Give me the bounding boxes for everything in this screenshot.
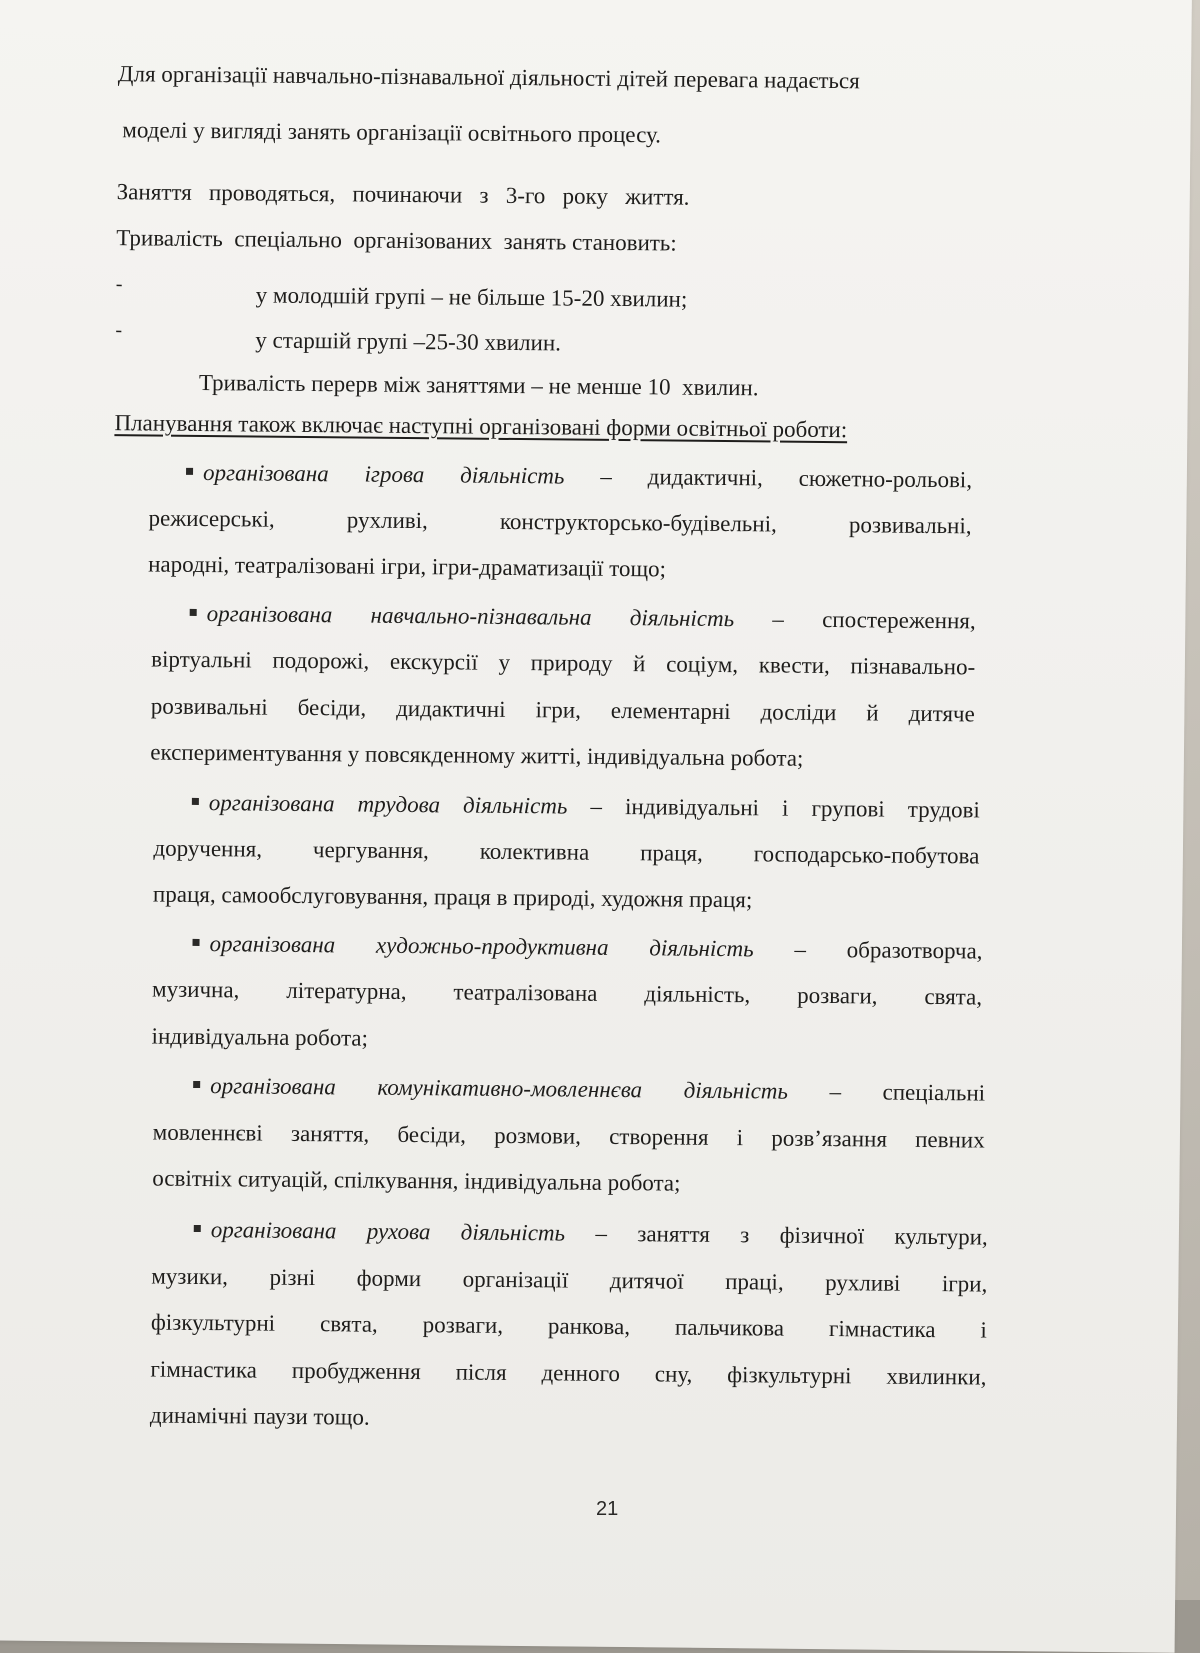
form-item-6 <box>194 1218 988 1249</box>
form-description: – спеціальні <box>787 1078 986 1106</box>
form-item-4-line-2: музична, літературна, театралізована діяльність, розваги, свята, <box>151 976 983 1010</box>
bullet-icon <box>186 468 193 475</box>
form-item-5 <box>193 1074 985 1105</box>
duration-intro-text: Тривалість спеціально організованих занять становить: <box>116 225 677 256</box>
form-item-5-line-2: мовленнєві заняття, бесіди, розмови, створення і розв’язання певних <box>152 1119 985 1153</box>
bullet-icon <box>190 609 197 616</box>
form-item-6-line-4: гімнастика пробудження після денного сну, фізкультурні хвилинки, <box>150 1356 987 1390</box>
form-term: організована рухова діяльність <box>210 1217 566 1246</box>
form-item-3-line-2: доручення, чергування, колективна праця, господарсько-побутова <box>153 835 980 869</box>
form-item-2-line-4: експериментування у повсякденному житті, індивідуальна робота; <box>150 739 804 771</box>
paragraph-1-line-2: моделі у вигляді занять організації освітнього процесу. <box>122 117 662 148</box>
planning-heading: Планування також включає наступні організовані форми освітньої роботи: <box>114 410 848 443</box>
form-item-3-line-3: праця, самообслуговування, праця в природі, художня праця; <box>152 881 753 913</box>
form-term: організована художньо-продуктивна діяльність <box>209 931 754 962</box>
form-item-2-line-2: віртуальні подорожі, екскурсії у природу й соціум, квести, пізнавально- <box>151 646 976 680</box>
classes-start-text: Заняття проводяться, починаючи з 3-го року життя. <box>116 179 690 210</box>
form-item-2-line-3: розвивальні бесіди, дидактичні ігри, елементарні досліди й дитяче <box>150 693 975 727</box>
form-description: – спостереження, <box>734 606 976 634</box>
form-term: організована комунікативно-мовленнєва діяльність <box>210 1073 789 1104</box>
form-item-1-line-2: режисерські, рухливі, конструкторсько-будівельні, розвивальні, <box>148 505 972 539</box>
form-term: організована навчально-пізнавальна діяльність <box>206 601 735 632</box>
form-item-5-line-3: освітніх ситуацій, спілкування, індивідуальна робота; <box>152 1165 681 1196</box>
junior-group-duration: у молодшій групі – не більше 15-20 хвилин; <box>255 282 688 312</box>
form-description: – образотворча, <box>753 936 983 964</box>
page-number: 21 <box>596 1498 619 1520</box>
form-description: – заняття з фізичної культури, <box>564 1220 988 1250</box>
form-item-6-line-2: музики, різні форми організації дитячої праці, рухливі ігри, <box>151 1263 988 1297</box>
bullet-icon <box>192 939 199 946</box>
form-item-3 <box>192 791 980 822</box>
form-item-1 <box>186 461 972 492</box>
form-item-2 <box>190 602 976 633</box>
form-item-6-line-3: фізкультурні свята, розваги, ранкова, пальчикова гімнастика і <box>150 1309 987 1343</box>
form-term: організована ігрова діяльність <box>202 460 565 489</box>
form-term: організована трудова діяльність <box>208 790 568 819</box>
form-description: – дидактичні, сюжетно-рольові, <box>564 463 973 493</box>
bullet-icon <box>192 798 199 805</box>
form-item-6-line-5: динамічні паузи тощо. <box>149 1402 370 1430</box>
list-dash: - <box>115 273 123 296</box>
form-item-4 <box>192 932 982 963</box>
list-dash: - <box>115 319 123 342</box>
form-description: – індивідуальні і групові трудові <box>567 793 980 823</box>
paragraph-1-line-1: Для організації навчально-пізнавальної діяльності дітей перевага надається <box>117 61 860 94</box>
bullet-icon <box>193 1081 200 1088</box>
form-item-4-line-3: індивідуальна робота; <box>151 1023 369 1051</box>
senior-group-duration: у старшій групі –25-30 хвилин. <box>255 327 562 356</box>
bullet-icon <box>194 1225 201 1232</box>
breaks-duration-text: Тривалість перерв між заняттями – не менше 10 хвилин. <box>198 369 759 401</box>
form-item-1-line-3: народні, театралізовані ігри, ігри-драматизації тощо; <box>148 551 667 582</box>
